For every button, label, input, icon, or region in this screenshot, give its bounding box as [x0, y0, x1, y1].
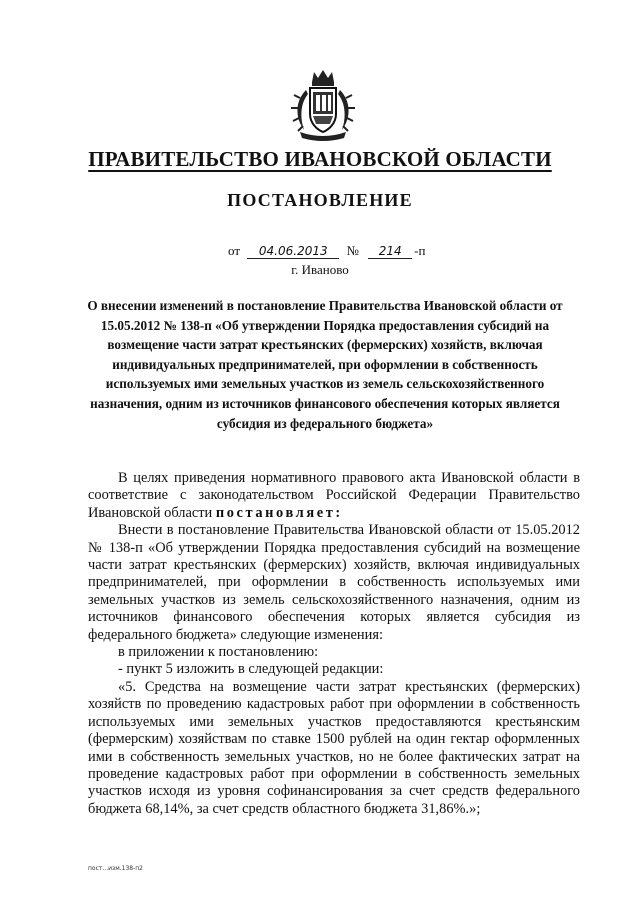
- number-label: №: [346, 243, 359, 258]
- body-paragraph: в приложении к постановлению:: [118, 644, 319, 661]
- body-paragraph: В целях приведения нормативного правового акта Ивановской области в соответствие с законодательством Российской Федерации Правительство Ивановской области постановляет:: [88, 470, 580, 521]
- body-paragraph: «5. Средства на возмещение части затрат крестьянских (фермерских) хозяйств по проведению кадастровых работ при оформлении в собственность используемых ими земельных участков предоставляются крестьянским (фермерским) хозяйствам по ставке 1500 рублей на один гектар оформленных ими в собственность земельных участков, но не более фактических затрат на проведение кадастровых работ при оформлении в собственность земельных участков исходя из уровня софинансирования за счет средств федерального бюджета 68,14%, за счет средств областного бюджета 31,86%.»;: [88, 678, 580, 817]
- document-date: 04.06.2013: [247, 244, 339, 259]
- document-type: ПОСТАНОВЛЕНИЕ: [227, 190, 413, 210]
- resolution-verb: постановляет:: [215, 504, 343, 521]
- document-heading: О внесении изменений в постановление Правительства Ивановской области от 15.05.2012 № 138-п «Об утверждении Порядка предоставления субсидий на возмещение части затрат крестьянских (фермерских) хозяйств, включая индивидуальных предпринимателей, при оформлении в собственность используемых ими земельных участков из земель сельскохозяйственного назначения, одним из источников финансового обеспечения которых является субсидия из федерального бюджета»: [87, 298, 563, 431]
- document-number: 214: [368, 244, 412, 259]
- date-label: от: [228, 243, 241, 258]
- document-city: г. Иваново: [291, 262, 349, 277]
- body-paragraph: Внести в постановление Правительства Ивановской области от 15.05.2012 № 138-п «Об утверждении Порядка предоставления субсидий на возмещение части затрат крестьянских (фермерских) хозяйств, включая индивидуальных предпринимателей, при оформлении в собственность используемых ими земельных участков из земель сельскохозяйственного назначения, одним из источников финансового обеспечения которых является субсидия из федерального бюджета» следующие изменения:: [88, 522, 580, 643]
- ivanovo-coat-of-arms-icon: [290, 68, 356, 142]
- document-body: [88, 470, 580, 818]
- number-suffix: -п: [414, 243, 426, 258]
- file-reference: пост...изм.138-п2: [88, 865, 143, 872]
- government-title: ПРАВИТЕЛЬСТВО ИВАНОВСКОЙ ОБЛАСТИ: [88, 147, 552, 171]
- document-dateline: [228, 243, 425, 259]
- body-paragraph: - пункт 5 изложить в следующей редакции:: [118, 661, 384, 678]
